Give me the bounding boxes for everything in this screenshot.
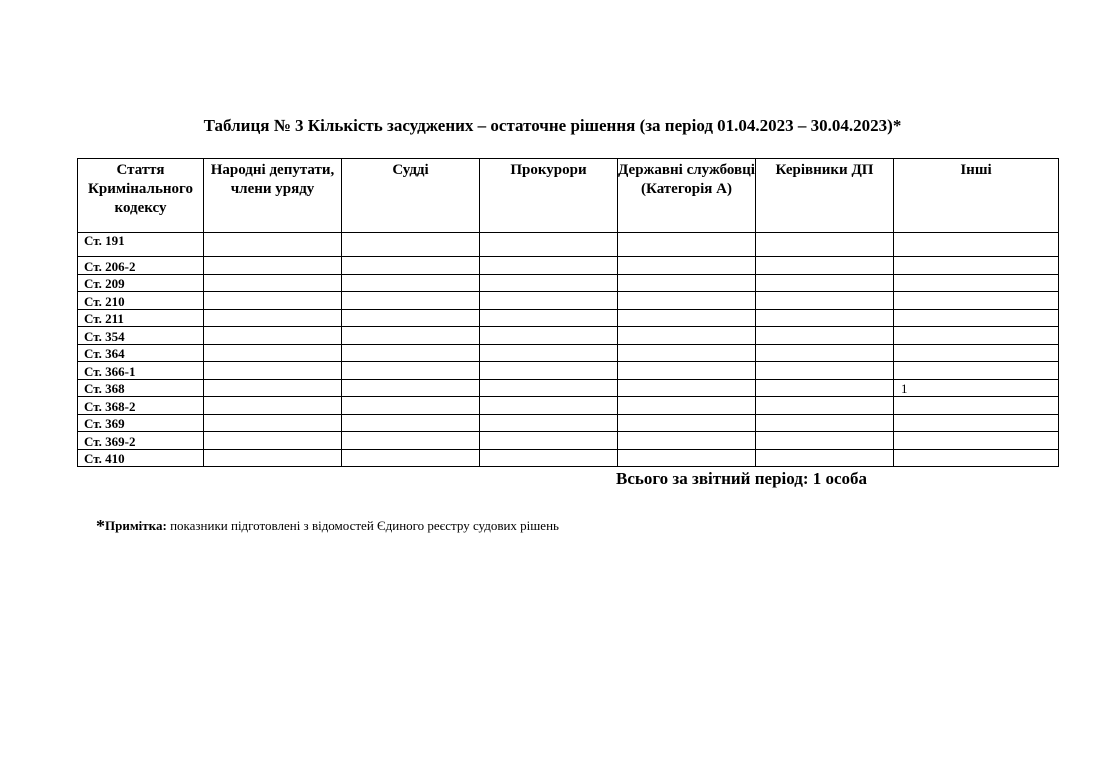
article-cell: Ст. 211 bbox=[78, 309, 204, 327]
value-cell bbox=[756, 309, 894, 327]
value-cell bbox=[342, 292, 480, 310]
table-title: Таблиця № 3 Кількість засуджених – остаточне рішення (за період 01.04.2023 – 30.04.2023)* bbox=[203, 116, 902, 135]
table-row bbox=[78, 379, 1059, 397]
article-cell: Ст. 368-2 bbox=[78, 397, 204, 415]
value-cell bbox=[756, 414, 894, 432]
value-cell bbox=[756, 449, 894, 467]
col-header-others: Інші bbox=[894, 159, 1059, 233]
article-cell: Ст. 366-1 bbox=[78, 362, 204, 380]
table-row bbox=[78, 327, 1059, 345]
article-cell: Ст. 354 bbox=[78, 327, 204, 345]
value-cell bbox=[480, 257, 618, 275]
value-cell bbox=[756, 292, 894, 310]
value-cell bbox=[480, 449, 618, 467]
value-cell bbox=[618, 432, 756, 450]
value-cell bbox=[894, 233, 1059, 257]
table-row bbox=[78, 233, 1059, 257]
value-cell bbox=[204, 397, 342, 415]
value-cell bbox=[618, 292, 756, 310]
header-row bbox=[78, 159, 1059, 233]
value-cell bbox=[894, 362, 1059, 380]
table-row bbox=[78, 397, 1059, 415]
value-cell bbox=[204, 344, 342, 362]
col-header-judges: Судді bbox=[342, 159, 480, 233]
value-cell bbox=[618, 449, 756, 467]
footnote-star: * bbox=[96, 516, 105, 536]
value-cell bbox=[204, 257, 342, 275]
col-header-prosecutors: Прокурори bbox=[480, 159, 618, 233]
value-cell bbox=[204, 362, 342, 380]
article-cell: Ст. 210 bbox=[78, 292, 204, 310]
value-cell bbox=[204, 414, 342, 432]
value-cell bbox=[342, 397, 480, 415]
value-cell bbox=[480, 274, 618, 292]
value-cell bbox=[204, 379, 342, 397]
table-row bbox=[78, 362, 1059, 380]
footnote bbox=[96, 516, 559, 537]
value-cell bbox=[894, 309, 1059, 327]
value-cell bbox=[618, 309, 756, 327]
value-cell bbox=[894, 414, 1059, 432]
col-header-mps: Народні депутати, члени уряду bbox=[204, 159, 342, 233]
table-row bbox=[78, 309, 1059, 327]
value-cell bbox=[342, 274, 480, 292]
value-cell bbox=[618, 257, 756, 275]
value-cell bbox=[342, 309, 480, 327]
col-header-soe-heads: Керівники ДП bbox=[756, 159, 894, 233]
table-row bbox=[78, 449, 1059, 467]
table-row bbox=[78, 292, 1059, 310]
value-cell bbox=[480, 414, 618, 432]
value-cell bbox=[204, 274, 342, 292]
value-cell bbox=[756, 432, 894, 450]
value-cell bbox=[204, 292, 342, 310]
convictions-table bbox=[77, 158, 1059, 467]
value-cell bbox=[756, 233, 894, 257]
value-cell bbox=[756, 362, 894, 380]
footnote-text: показники підготовлені з відомостей Єдиного реєстру судових рішень bbox=[166, 518, 559, 533]
value-cell bbox=[480, 327, 618, 345]
value-cell bbox=[618, 414, 756, 432]
value-cell bbox=[480, 309, 618, 327]
footnote-label: Примітка: bbox=[105, 518, 167, 533]
value-cell bbox=[342, 362, 480, 380]
value-cell bbox=[342, 379, 480, 397]
article-cell: Ст. 368 bbox=[78, 379, 204, 397]
value-cell bbox=[618, 327, 756, 345]
value-cell bbox=[480, 292, 618, 310]
value-cell bbox=[756, 257, 894, 275]
value-cell bbox=[342, 449, 480, 467]
value-cell bbox=[618, 379, 756, 397]
article-cell: Ст. 206-2 bbox=[78, 257, 204, 275]
article-cell: Ст. 369 bbox=[78, 414, 204, 432]
value-cell bbox=[894, 432, 1059, 450]
value-cell bbox=[480, 397, 618, 415]
table-body bbox=[78, 233, 1059, 467]
table-row bbox=[78, 274, 1059, 292]
article-cell: Ст. 369-2 bbox=[78, 432, 204, 450]
article-cell: Ст. 209 bbox=[78, 274, 204, 292]
article-cell: Ст. 410 bbox=[78, 449, 204, 467]
col-header-article: Стаття Кримінального кодексу bbox=[78, 159, 204, 233]
value-cell bbox=[894, 257, 1059, 275]
value-cell bbox=[756, 344, 894, 362]
article-cell: Ст. 364 bbox=[78, 344, 204, 362]
value-cell bbox=[480, 362, 618, 380]
value-cell bbox=[618, 233, 756, 257]
value-cell bbox=[756, 327, 894, 345]
value-cell bbox=[756, 379, 894, 397]
value-cell bbox=[204, 233, 342, 257]
value-cell bbox=[894, 449, 1059, 467]
article-cell: Ст. 191 bbox=[78, 233, 204, 257]
value-cell bbox=[618, 397, 756, 415]
value-cell bbox=[618, 274, 756, 292]
value-cell bbox=[204, 449, 342, 467]
value-cell bbox=[480, 432, 618, 450]
table-row bbox=[78, 257, 1059, 275]
value-cell bbox=[342, 344, 480, 362]
value-cell bbox=[480, 344, 618, 362]
value-cell bbox=[894, 344, 1059, 362]
value-cell bbox=[894, 274, 1059, 292]
value-cell bbox=[342, 327, 480, 345]
value-cell bbox=[342, 414, 480, 432]
col-header-civil-servants: Державні службовці (Категорія А) bbox=[618, 159, 756, 233]
value-cell bbox=[480, 379, 618, 397]
value-cell bbox=[342, 233, 480, 257]
value-cell bbox=[894, 397, 1059, 415]
value-cell bbox=[480, 233, 618, 257]
value-cell bbox=[204, 309, 342, 327]
value-cell bbox=[342, 432, 480, 450]
value-cell bbox=[204, 327, 342, 345]
value-cell: 1 bbox=[894, 379, 1059, 397]
value-cell bbox=[618, 362, 756, 380]
value-cell bbox=[894, 292, 1059, 310]
table-row bbox=[78, 344, 1059, 362]
value-cell bbox=[756, 274, 894, 292]
value-cell bbox=[204, 432, 342, 450]
value-cell bbox=[894, 327, 1059, 345]
value-cell bbox=[618, 344, 756, 362]
period-total: Всього за звітний період: 1 особа bbox=[616, 469, 868, 488]
value-cell bbox=[756, 397, 894, 415]
table-row bbox=[78, 414, 1059, 432]
table-row bbox=[78, 432, 1059, 450]
value-cell bbox=[342, 257, 480, 275]
